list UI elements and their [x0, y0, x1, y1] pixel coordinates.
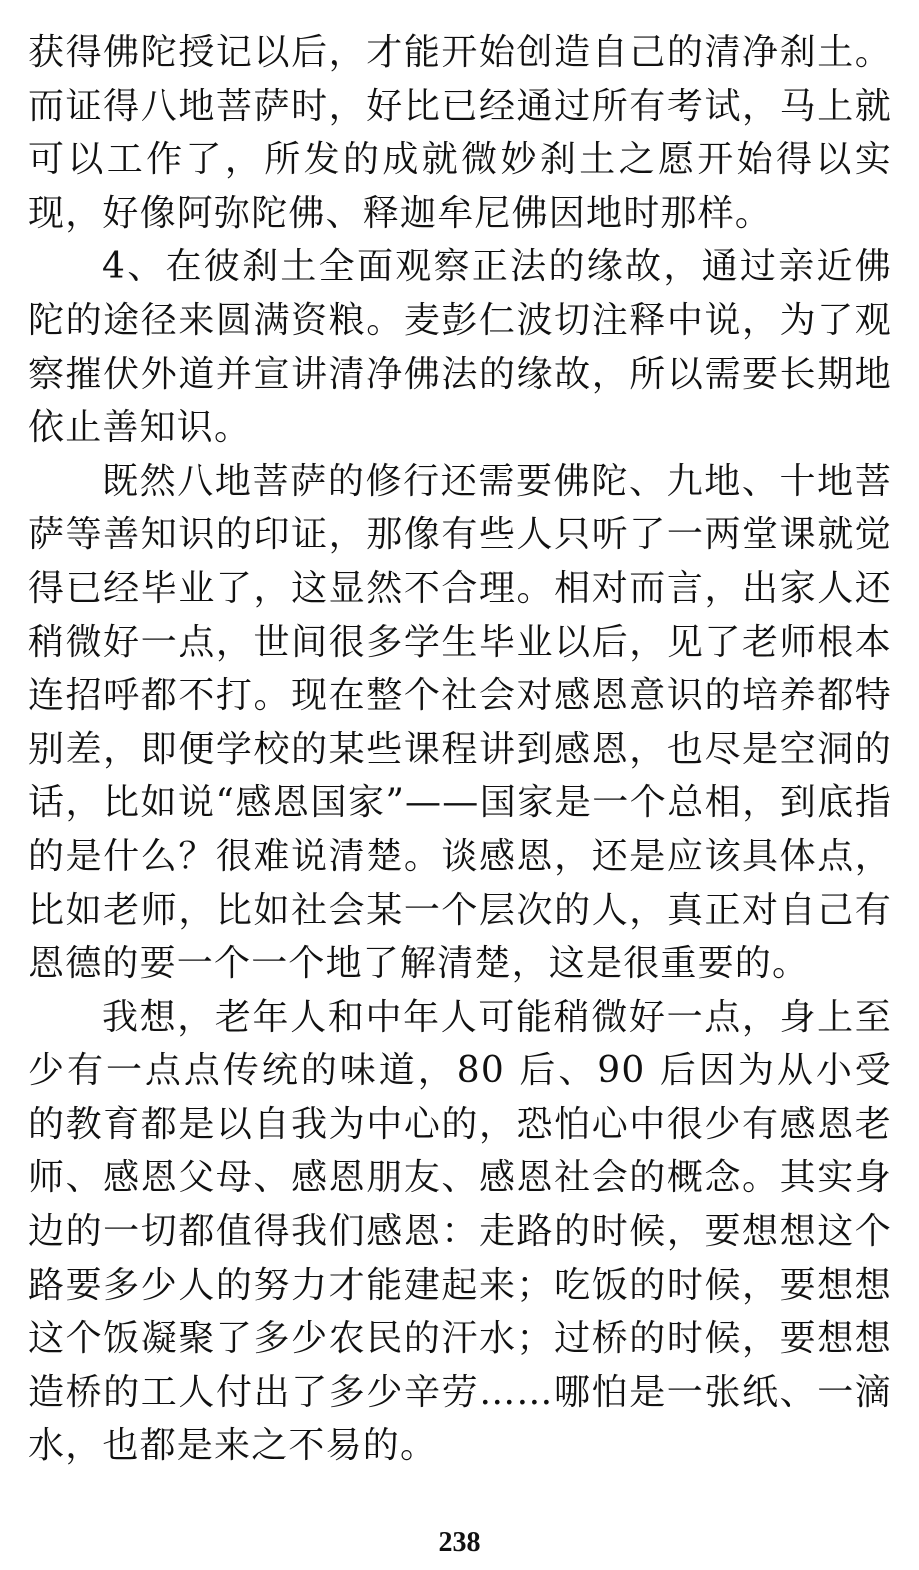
paragraph-1: 获得佛陀授记以后，才能开始创造自己的清净刹土。而证得八地菩萨时，好比已经通过所有考试，马上就可以工作了，所发的成就微妙刹土之愿开始得以实现，好像阿弥陀佛、释迦牟尼佛因地时那样。: [28, 32, 892, 234]
page-body: [28, 26, 892, 1473]
paragraph-2: 4、在彼刹土全面观察正法的缘故，通过亲近佛陀的途径来圆满资粮。麦彭仁波切注释中说，为了观察摧伏外道并宣讲清净佛法的缘故，所以需要长期地依止善知识。: [28, 246, 892, 449]
paragraph-4: 我想，老年人和中年人可能稍微好一点，身上至少有一点点传统的味道，80 后、90 后因为从小受的教育都是以自我为中心的，恐怕心中很少有感恩老师、感恩父母、感恩朋友、感恩社会的概念。其实身边的一切都值得我们感恩：走路的时候，要想想这个路要多少人的努力才能建起来；吃饭的时候，要想想这个饭凝聚了多少农民的汗水；过桥的时候，要想想造桥的工人付出了多少辛劳……哪怕是一张纸、一滴水，也都是来之不易的。: [28, 996, 892, 1467]
page-number: 238: [438, 1527, 481, 1558]
paragraph-3: 既然八地菩萨的修行还需要佛陀、九地、十地菩萨等善知识的印证，那像有些人只听了一两堂课就觉得已经毕业了，这显然不合理。相对而言，出家人还稍微好一点，世间很多学生毕业以后，见了老师根本连招呼都不打。现在整个社会对感恩意识的培养都特别差，即便学校的某些课程讲到感恩，也尽是空洞的话，比如说“感恩国家”——国家是一个总相，到底指的是什么？很难说清楚。谈感恩，还是应该具体点，比如老师，比如社会某一个层次的人，真正对自己有恩德的要一个一个地了解清楚，这是很重要的。: [28, 460, 892, 985]
